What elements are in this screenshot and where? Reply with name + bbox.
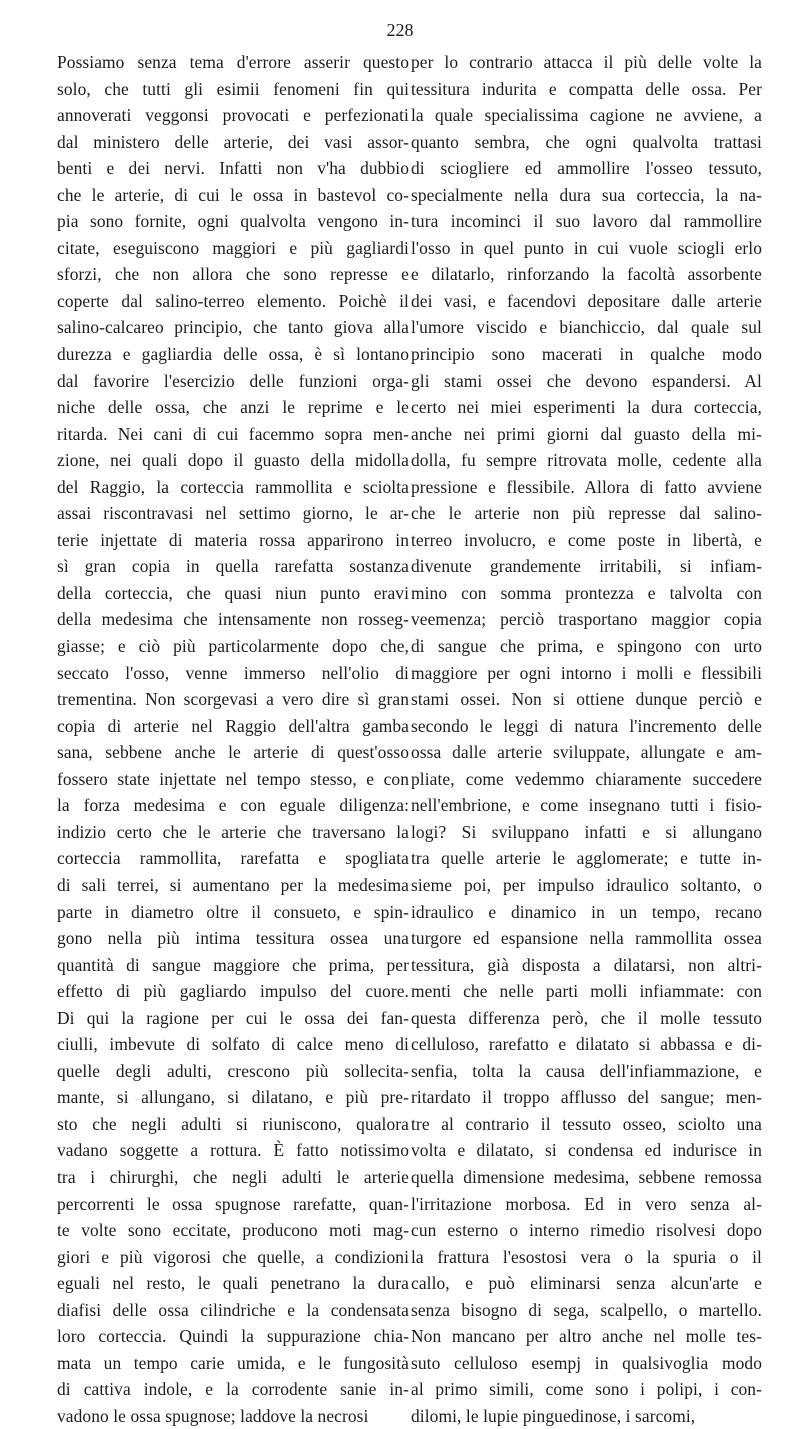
text-line: maggiore per ogni intorno i molli e flessibili [411, 662, 762, 683]
text-line: gli stami ossei che devono espandersi. Al [411, 370, 762, 391]
text-line: ritardato il troppo afflusso del sangue; men- [411, 1087, 762, 1108]
text-line: divenute grandemente irritabili, si infiam- [411, 556, 762, 577]
text-line: che le arterie non più represse dal salino- [411, 503, 762, 524]
text-line: durezza e gagliardia delle ossa, è sì lontano [57, 344, 409, 365]
text-line: citate, eseguiscono maggiori e più gagliardi [57, 237, 409, 258]
text-line: di sali terrei, si aumentano per la medesima [57, 874, 409, 895]
text-line: nell'embrione, e come insegnano tutti i fisio- [411, 795, 762, 816]
text-line: effetto di più gagliardo impulso del cuore. [57, 981, 409, 1002]
text-line: al primo simili, come sono i polipi, i con- [411, 1379, 762, 1400]
text-line: dal favorire l'esercizio delle funzioni orga- [57, 370, 409, 391]
text-line: annoverati veggonsi provocati e perfezionati [57, 105, 409, 126]
text-line: turgore ed espansione nella rammollita ossea [411, 928, 762, 949]
text-line: zione, nei quali dopo il guasto della midolla [57, 450, 409, 471]
text-line: sto che negli adulti si riuniscono, qualora [57, 1113, 409, 1134]
text-line: coperte dal salino-terreo elemento. Poichè il [57, 290, 409, 311]
text-line: quella dimensione medesima, sebbene remossa [411, 1166, 762, 1187]
text-line: veemenza; perciò trasportano maggior copia [411, 609, 762, 630]
text-line: sana, sebbene anche le arterie di quest'osso [57, 742, 409, 763]
text-line: niche delle ossa, che anzi le reprime e le [57, 397, 409, 418]
text-line: l'umore viscido e bianchiccio, dal quale sul [411, 317, 762, 338]
text-line: del Raggio, la corteccia rammollita e sciolta [57, 476, 409, 497]
text-line: della corteccia, che quasi niun punto eravi [57, 582, 409, 603]
text-line: benti e dei nervi. Infatti non v'ha dubbio [57, 158, 409, 179]
text-line: sì gran copia in quella rarefatta sostanza [57, 556, 409, 577]
text-line: menti che nelle parti molli infiammate: con [411, 981, 762, 1002]
text-line: vadono le ossa spugnose; laddove la necrosi [57, 1405, 369, 1426]
text-line: senza bisogno di sega, scalpello, o martello. [411, 1299, 762, 1320]
text-line: mante, si allungano, si dilatano, e più pre- [57, 1087, 409, 1108]
text-line: di cattiva indole, e la corrodente sanie in- [57, 1379, 409, 1400]
text-line: trementina. Non scorgevasi a vero dire sì gran [57, 689, 409, 710]
text-line: specialmente nella dura sua corteccia, la na- [411, 184, 762, 205]
text-line: Di qui la ragione per cui le ossa dei fan- [57, 1007, 409, 1028]
text-line: giasse; e ciò più particolarmente dopo che, [57, 636, 409, 657]
text-line: vadano soggette a rottura. È fatto notissimo [57, 1140, 409, 1161]
text-line: logi? Si sviluppano infatti e si allungano [411, 821, 762, 842]
text-line: seccato l'osso, venne immerso nell'olio di [57, 662, 409, 683]
text-line: che le arterie, di cui le ossa in bastevol co- [57, 184, 409, 205]
text-line: mino con somma prontezza e talvolta con [411, 582, 762, 603]
text-line: l'irritazione morbosa. Ed in vero senza al- [411, 1193, 762, 1214]
text-line: ossa dalle arterie sviluppate, allungate e am- [411, 742, 762, 763]
text-line: secondo le leggi di natura l'incremento delle [411, 715, 762, 736]
text-line: questa differenza però, che il molle tessuto [411, 1007, 762, 1028]
text-line: solo, che tutti gli esimii fenomeni fin qui [57, 78, 409, 99]
text-line: quelle degli adulti, crescono più sollecita- [57, 1060, 409, 1081]
text-line: indizio certo che le arterie che traversano la [57, 821, 409, 842]
text-line: idraulico e dinamico in un tempo, recano [411, 901, 762, 922]
text-line: della medesima che intensamente non rosseg- [57, 609, 409, 630]
text-line: certo nei miei esperimenti la dura corteccia, [411, 397, 762, 418]
text-line: percorrenti le ossa spugnose rarefatte, quan- [57, 1193, 409, 1214]
text-line: dei vasi, e facendovi depositare dalle arterie [411, 290, 762, 311]
text-line: pia sono fornite, ogni qualvolta vengono in- [57, 211, 409, 232]
text-line: terie injettate di materia rossa apparirono in [57, 529, 409, 550]
text-line: la quale specialissima cagione ne avviene, a [411, 105, 762, 126]
text-line: di sangue che prima, e spingono con urto [411, 636, 762, 657]
text-line: salino-calcareo principio, che tanto giova alla [57, 317, 409, 338]
right-text-column [411, 49, 762, 1429]
text-line: parte in diametro oltre il consueto, e spin- [57, 901, 409, 922]
text-line: tre al contrario il tessuto osseo, sciolto una [411, 1113, 762, 1134]
text-line: terreo involucro, e come poste in libertà, e [411, 529, 762, 550]
text-line: giori e più vigorosi che quelle, a condizioni [57, 1246, 409, 1267]
text-line: cun esterno o interno rimedio risolvesi dopo [411, 1220, 762, 1241]
text-line: dilomi, le lupie pinguedinose, i sarcomi, [411, 1405, 696, 1426]
text-line: tura incominci il suo lavoro dal rammollire [411, 211, 762, 232]
text-line: per lo contrario attacca il più delle volte la [411, 52, 762, 72]
text-line: copia di arterie nel Raggio dell'altra gamba [57, 715, 409, 736]
text-line: eguali nel resto, le quali penetrano la dura [57, 1273, 409, 1294]
text-line: di sciogliere ed ammollire l'osseo tessuto, [411, 158, 762, 179]
text-line: suto celluloso esempj in qualsivoglia modo [411, 1352, 762, 1373]
text-line: sieme poi, per impulso idraulico soltanto, o [411, 874, 762, 895]
text-line: volta e dilatato, si condensa ed indurisce in [411, 1140, 762, 1161]
text-line: quantità di sangue maggiore che prima, per [57, 954, 409, 975]
text-line: la frattura l'esostosi vera o la spuria o il [411, 1246, 762, 1267]
text-line: Non mancano per altro anche nel molle tes- [411, 1326, 762, 1347]
text-line: tra i chirurghi, che negli adulti le arterie [57, 1166, 409, 1187]
text-line: anche nei primi giorni dal guasto della mi- [411, 423, 762, 444]
text-line: celluloso, rarefatto e dilatato si abbassa e di- [411, 1034, 762, 1055]
text-line: la forza medesima e con eguale diligenza: [57, 795, 409, 816]
text-line: te volte sono eccitate, producono moti mag- [57, 1220, 409, 1241]
text-line: senfia, tolta la causa dell'infiammazione, e [411, 1060, 762, 1081]
text-line: e dilatarlo, rinforzando la facoltà assorbente [411, 264, 762, 285]
text-line: loro corteccia. Quindi la suppurazione chia- [57, 1326, 409, 1347]
text-line: dolla, fu sempre ritrovata molle, cedente alla [411, 450, 762, 471]
text-line: Possiamo senza tema d'errore asserir questo [57, 52, 409, 72]
text-line: tessitura indurita e compatta delle ossa. Per [411, 78, 762, 99]
text-line: callo, e può eliminarsi senza alcun'arte e [411, 1273, 762, 1294]
text-line: mata un tempo carie umida, e le fungosità [57, 1352, 409, 1373]
left-text-column [57, 49, 409, 1429]
text-line: fossero state injettate nel tempo stesso, e con [57, 768, 409, 789]
text-line: pliate, come vedemmo chiaramente succedere [411, 768, 762, 789]
text-line: corteccia rammollita, rarefatta e spogliata [57, 848, 409, 869]
text-line: ritarda. Nei cani di cui facemmo sopra men- [57, 423, 409, 444]
text-line: tra quelle arterie le agglomerate; e tutte in- [411, 848, 762, 869]
text-line: ciulli, imbevute di solfato di calce meno di [57, 1034, 409, 1055]
text-line: pressione e flessibile. Allora di fatto avviene [411, 476, 762, 497]
text-line: l'osso in quel punto in cui vuole sciogli erlo [411, 237, 762, 258]
text-line: assai riscontravasi nel settimo giorno, le ar- [57, 503, 409, 524]
text-line: tessitura, già disposta a dilatarsi, non altri- [411, 954, 762, 975]
text-line: stami ossei. Non si ottiene dunque perciò e [411, 689, 762, 710]
text-line: gono nella più intima tessitura ossea una [57, 928, 409, 949]
text-line: sforzi, che non allora che sono represse e [57, 264, 409, 285]
text-line: principio sono macerati in qualche modo [411, 344, 762, 365]
page-number: 228 [386, 20, 414, 40]
text-line: diafisi delle ossa cilindriche e la condensata [57, 1299, 409, 1320]
text-line: dal ministero delle arterie, dei vasi assor- [57, 131, 409, 152]
text-line: quanto sembra, che ogni qualvolta trattasi [411, 131, 762, 152]
